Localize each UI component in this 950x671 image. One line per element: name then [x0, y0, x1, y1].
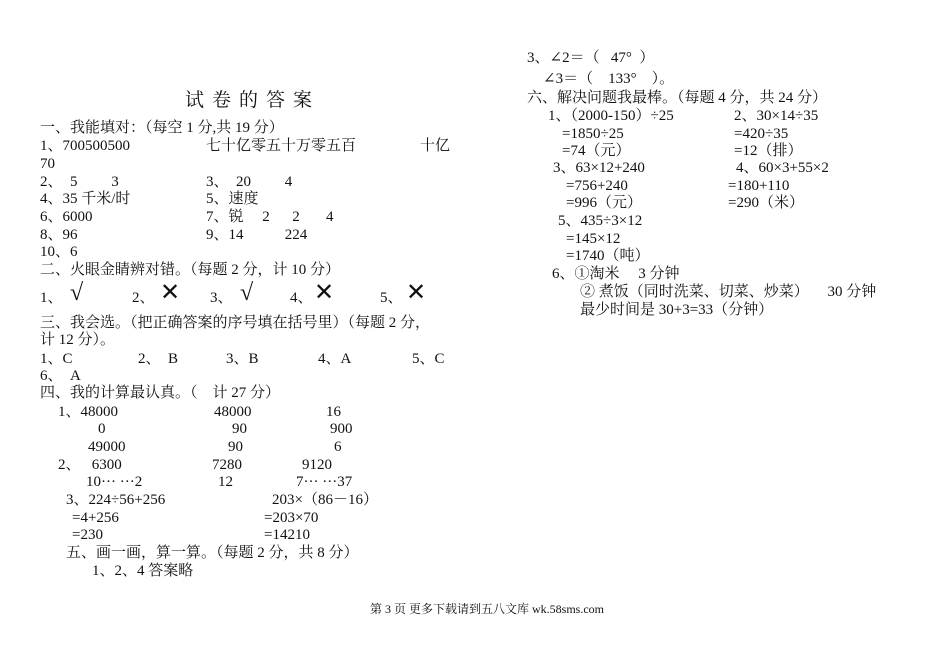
s1-answer-1d: 70 — [40, 156, 55, 172]
s6-q3-line1: 3、63×12+240 — [553, 160, 645, 176]
page-title: 试卷的答案 — [185, 90, 321, 111]
s3-answer-4: 4、A — [318, 351, 352, 367]
section3-heading: 三、我会选。（把正确答案的序号填在括号里）（每题 2 分， — [40, 315, 431, 331]
s4-row3-b: 90 — [228, 439, 243, 455]
s2-item-3-num: 3、 — [210, 290, 233, 306]
angle3-answer: ∠3＝（ 133° ）。 — [543, 71, 675, 87]
s4-row6-b: 203×（86－16） — [272, 492, 378, 508]
s1-answer-1c: 十亿 — [420, 138, 451, 154]
s6-q2-line1: 2、30×14÷35 — [734, 108, 819, 124]
s6-q1-line3: =74（元） — [562, 143, 631, 159]
s4-row4-a: 2、 6300 — [58, 457, 122, 473]
s4-row5-c: 7··· ···37 — [296, 474, 353, 490]
s3-answer-5: 5、C — [412, 351, 445, 367]
s4-row2-b: 90 — [232, 421, 247, 437]
s4-row4-c: 9120 — [302, 457, 332, 473]
s4-row5-a: 10··· ···2 — [86, 474, 143, 490]
cross-icon: ✕ — [406, 280, 427, 306]
s6-q4-line3: =290（米） — [728, 195, 804, 211]
s4-row5-b: 12 — [218, 474, 233, 490]
s3-answer-3: 3、B — [226, 351, 259, 367]
angle2-answer: 3、∠2＝（ 47° ） — [527, 50, 655, 66]
s1-answer-2: 2、 5 3 — [40, 174, 119, 190]
s2-item-4-num: 4、 — [290, 290, 313, 306]
s6-q5-line2: =145×12 — [566, 231, 621, 247]
s6-q1-line2: =1850÷25 — [562, 126, 624, 142]
s2-item-2-num: 2、 — [132, 290, 155, 306]
section1-heading: 一、我能填对：（每空 1 分,共 19 分） — [40, 120, 284, 136]
s2-item-5-num: 5、 — [380, 290, 403, 306]
s1-answer-7: 7、锐 2 2 4 — [206, 209, 334, 225]
s6-q6-line3: 最少时间是 30+3=33（分钟） — [580, 302, 774, 318]
s6-q4-line2: =180+110 — [728, 178, 790, 194]
s4-row4-b: 7280 — [212, 457, 242, 473]
s1-answer-6: 6、6000 — [40, 209, 93, 225]
s4-row2-c: 900 — [330, 421, 353, 437]
s3-answer-2: 2、 B — [138, 351, 179, 367]
s1-answer-3: 3、 20 4 — [206, 174, 293, 190]
s4-row8-b: =14210 — [264, 527, 310, 543]
s6-q5-line3: =1740（吨） — [566, 248, 650, 264]
cross-icon: ✕ — [314, 280, 335, 306]
s6-q2-line3: =12（排） — [734, 143, 803, 159]
s6-q5-line1: 5、435÷3×12 — [558, 213, 643, 229]
s2-item-1-num: 1、 — [40, 290, 63, 306]
s1-answer-1b: 七十亿零五十万零五百 — [206, 138, 357, 154]
s6-q3-line3: =996（元） — [566, 195, 642, 211]
check-icon: √ — [240, 280, 254, 306]
s4-row1-a: 1、48000 — [58, 404, 119, 420]
section4-heading: 四、我的计算最认真。（ 计 27 分） — [40, 385, 281, 401]
s3-answer-1: 1、C — [40, 351, 73, 367]
s4-row3-c: 6 — [334, 439, 342, 455]
s4-row2-a: 0 — [98, 421, 106, 437]
s6-q6-line2: ② 煮饭（同时洗菜、切菜、炒菜） 30 分钟 — [580, 284, 877, 300]
s6-q4-line1: 4、60×3+55×2 — [736, 160, 829, 176]
s1-answer-9: 9、14 224 — [206, 227, 308, 243]
s1-answer-4: 4、35 千米/时 — [40, 191, 131, 207]
s1-answer-8: 8、96 — [40, 227, 78, 243]
s4-row1-b: 48000 — [214, 404, 252, 420]
page-footer: 第 3 页 更多下载请到五八文库 wk.58sms.com — [370, 602, 605, 616]
s1-answer-10: 10、6 — [40, 244, 78, 260]
s4-row7-b: =203×70 — [264, 510, 319, 526]
s4-row8-a: =230 — [72, 527, 103, 543]
s6-q1-line1: 1、（2000-150）÷25 — [548, 108, 674, 124]
s5-answer: 1、2、4 答案略 — [92, 563, 194, 579]
s3-answer-6: 6、 A — [40, 368, 81, 384]
s6-q2-line2: =420÷35 — [734, 126, 789, 142]
s4-row3-a: 49000 — [88, 439, 126, 455]
s4-row1-c: 16 — [326, 404, 341, 420]
s4-row6-a: 3、224÷56+256 — [66, 492, 166, 508]
check-icon: √ — [70, 280, 84, 306]
s6-q3-line2: =756+240 — [566, 178, 628, 194]
section2-heading: 二、火眼金睛辨对错。（每题 2 分，计 10 分） — [40, 262, 341, 278]
s4-row7-a: =4+256 — [72, 510, 119, 526]
s1-answer-1a: 1、700500500 — [40, 138, 131, 154]
s1-answer-5: 5、速度 — [206, 191, 259, 207]
section5-heading: 五、画一画，算一算。（每题 2 分，共 8 分） — [66, 545, 359, 561]
cross-icon: ✕ — [160, 280, 181, 306]
s6-q6-line1: 6、①淘米 3 分钟 — [552, 266, 680, 282]
section6-heading: 六、解决问题我最棒。（每题 4 分，共 24 分） — [527, 90, 828, 106]
section3-heading-cont: 计 12 分）。 — [40, 332, 116, 348]
